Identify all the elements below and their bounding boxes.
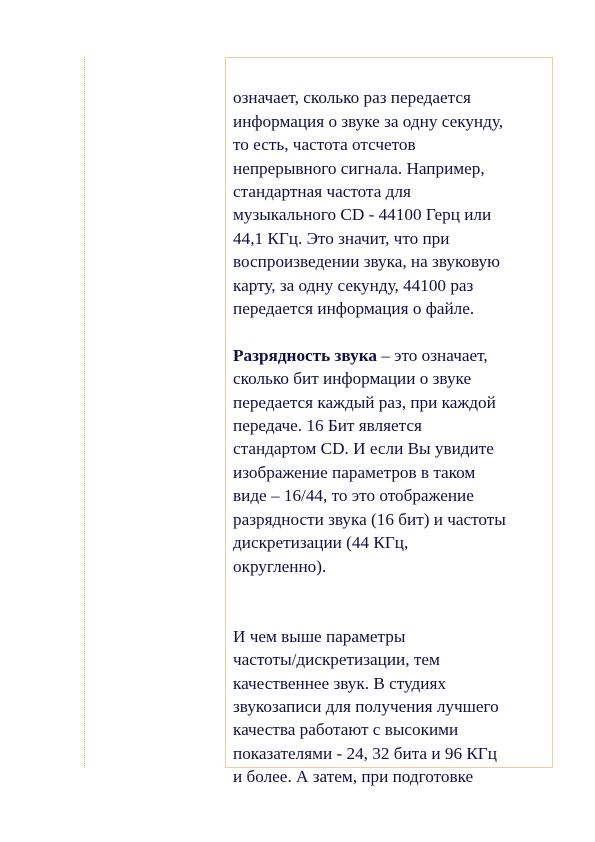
paragraph-text: означает, сколько раз передается информация о звуке за одну секунду, то есть, частота отсчетов непрерывного сигнала. Например, стандартная частота для музыкального CD - 44100 Герц или 44,1 КГц. Это значит, что при воспроизведении звука, на звуковую карту, за одну секунду, 44100 раз передается информация о файле. (233, 88, 504, 319)
term-bit-depth: Разрядность звука (233, 345, 377, 365)
paragraph-text: И чем выше параметры частоты/дискретизации, тем качественнее звук. В студиях звукозаписи для получения лучшего качества работают с высокими показателями - 24, 32 бита и 96 КГц и более. А затем, при подготовке (233, 626, 499, 787)
text-frame (225, 57, 553, 787)
paragraph-sampling-rate (233, 63, 546, 320)
paragraph-bit-depth (233, 344, 546, 578)
margin-rule (84, 57, 85, 768)
paragraph-text: – это означает, сколько бит информации о звуке передается каждый раз, при каждой передаче. 16 Бит является стандартом CD. И если Вы увидите изображение параметров в таком виде – 16/44, то это отображение разрядности звука (16 бит) и частоты дискретизации (44 КГц, округленно). (233, 345, 506, 576)
paragraph-quality (233, 601, 546, 788)
